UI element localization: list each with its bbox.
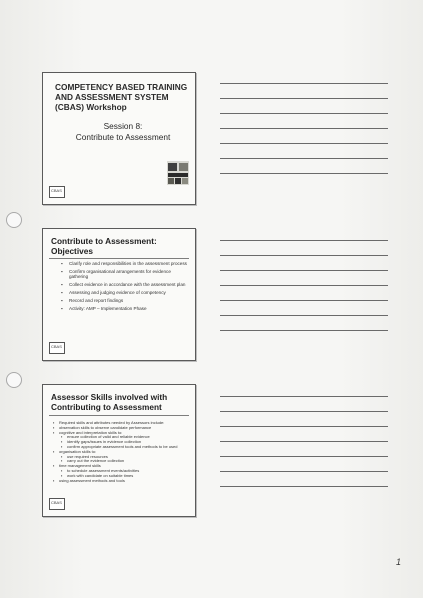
slide-2 [42, 228, 196, 361]
note-line [220, 300, 388, 301]
note-line [220, 426, 388, 427]
cbas-logo: CBAS [49, 342, 65, 354]
list-item: ▪ cognitive and interpretation skills to: [53, 431, 189, 436]
session-name: Contribute to Assessment [75, 132, 171, 142]
list-item: ▪ ensure collection of valid and reliable evidence [61, 435, 189, 440]
list-item: ▪ Collect evidence in accordance with the assessment plan [61, 282, 189, 288]
list-item: ▪ Record and report findings [61, 298, 189, 304]
note-line [220, 98, 388, 99]
notes-lines-3 [220, 396, 388, 487]
note-line [220, 143, 388, 144]
punch-hole [6, 212, 22, 228]
note-line [220, 330, 388, 331]
session-title [55, 121, 191, 143]
note-line [220, 83, 388, 84]
heading-rule [49, 415, 189, 416]
note-line [220, 255, 388, 256]
slide-heading: Assessor Skills involved with Contributing to Assessment [51, 392, 168, 412]
list-item: ▪ Assessing and judging evidence of competency [61, 290, 189, 296]
note-line [220, 113, 388, 114]
notes-lines-1 [220, 83, 388, 174]
punch-hole [6, 372, 22, 388]
heading-rule [49, 258, 189, 259]
note-line [220, 128, 388, 129]
note-line [220, 270, 388, 271]
note-line [220, 486, 388, 487]
list-item: ▪ work with candidate on suitable times [61, 474, 189, 479]
list-item: ▪ confirm appropriate assessment tools and methods to be used [61, 445, 189, 450]
note-line [220, 173, 388, 174]
list-item: ▪ identify gaps/issues in evidence collection [61, 440, 189, 445]
note-line [220, 240, 388, 241]
list-item: ▪ Required skills and attributes needed by Assessors include: [53, 421, 189, 426]
list-item: ▪ using assessment methods and tools [53, 479, 189, 484]
session-number: Session 8: [103, 121, 143, 131]
note-line [220, 471, 388, 472]
notes-lines-2 [220, 240, 388, 331]
list-item: ▪ use required resources [61, 455, 189, 460]
note-line [220, 441, 388, 442]
cbas-logo: CBAS [49, 498, 65, 510]
list-item: ▪ Activity: AMP – Implementation Phase [61, 306, 189, 312]
note-line [220, 456, 388, 457]
slide-1 [42, 72, 196, 205]
list-item: ▪ observation skills to observe candidate performance [53, 426, 189, 431]
list-item: ▪ Clarify role and responsibilities in the assessment process [61, 261, 189, 267]
slide-heading: Contribute to Assessment: Objectives [51, 236, 157, 256]
list-item: ▪ time management skills [53, 464, 189, 469]
objectives-list [61, 261, 189, 314]
photo-image [167, 161, 189, 185]
list-item: ▪ organisation skills to: [53, 450, 189, 455]
note-line [220, 285, 388, 286]
note-line [220, 411, 388, 412]
list-item: ▪ carry out the evidence collection [61, 459, 189, 464]
list-item: ▪ to schedule assessment events/activities [61, 469, 189, 474]
workshop-title: COMPETENCY BASED TRAINING AND ASSESSMENT SYSTEM (CBAS) Workshop [55, 82, 188, 112]
note-line [220, 315, 388, 316]
note-line [220, 396, 388, 397]
page-number: 1 [396, 557, 402, 567]
slide-3 [42, 384, 196, 517]
list-item: ▪ Confirm organisational arrangements for evidence gathering [61, 269, 189, 280]
skills-list [53, 421, 189, 483]
note-line [220, 158, 388, 159]
cbas-logo: CBAS [49, 186, 65, 198]
